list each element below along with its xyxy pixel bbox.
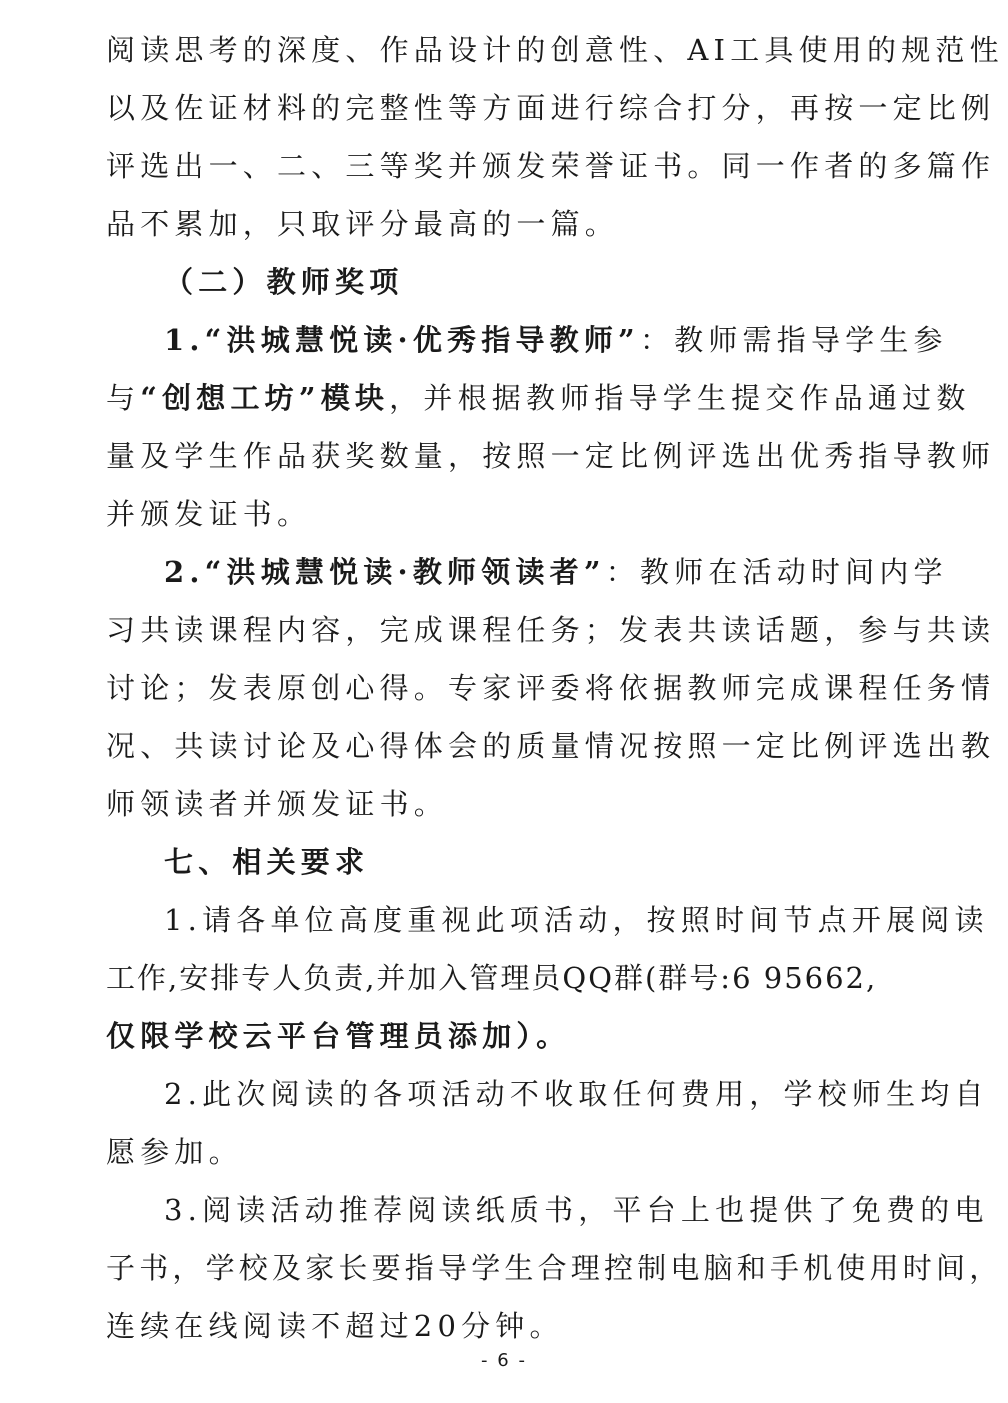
paragraph-line: 以及佐证材料的完整性等方面进行综合打分，再按一定比例	[106, 91, 996, 125]
item1-text: ，并根据教师指导学生提交作品通过数	[389, 381, 971, 415]
item2-text: ：教师在活动时间内学	[605, 555, 948, 589]
item1-text: ：教师需指导学生参	[639, 323, 948, 357]
item1-award-title: 1.“洪城慧悦读·优秀指导教师”	[164, 323, 640, 357]
item2-line: 习共读课程内容，完成课程任务；发表共读话题，参与共读	[106, 613, 996, 647]
item2-line: 讨论；发表原创心得。专家评委将依据教师完成课程任务情	[106, 671, 996, 705]
paragraph-line: 评选出一、二、三等奖并颁发荣誉证书。同一作者的多篇作	[106, 149, 996, 183]
item1-line: 并颁发证书。	[106, 497, 312, 531]
item1-line: 量及学生作品获奖数量，按照一定比例评选出优秀指导教师	[106, 439, 996, 473]
item2-line	[164, 552, 964, 592]
req1-line: 1.请各单位高度重视此项活动，按照时间节点开展阅读	[164, 903, 989, 937]
paragraph-line: 阅读思考的深度、作品设计的创意性、AI工具使用的规范性	[106, 33, 1004, 67]
item2-line: 况、共读讨论及心得体会的质量情况按照一定比例评选出教	[106, 729, 996, 763]
item1-module-name: “创想工坊”模块	[140, 381, 390, 415]
req1-line: 工作,安排专人负责,并加入管理员QQ群(群号:6 95662,	[106, 961, 878, 995]
req2-line: 愿参加。	[106, 1135, 243, 1169]
item1-text: 与	[106, 381, 141, 415]
item1-line	[164, 320, 964, 360]
item1-line	[106, 378, 971, 418]
req1-line: 仅限学校云平台管理员添加）。	[106, 1019, 571, 1053]
req3-line: 3.阅读活动推荐阅读纸质书，平台上也提供了免费的电	[164, 1193, 989, 1227]
req2-line: 2.此次阅读的各项活动不收取任何费用，学校师生均自	[164, 1077, 989, 1111]
section-heading-teacher-awards: （二）教师奖项	[164, 265, 404, 299]
req3-line: 连续在线阅读不超过20分钟。	[106, 1309, 564, 1343]
section-heading-requirements: 七、相关要求	[164, 845, 370, 879]
paragraph-line: 品不累加，只取评分最高的一篇。	[106, 207, 620, 241]
req3-line: 子书，学校及家长要指导学生合理控制电脑和手机使用时间，	[106, 1251, 1003, 1285]
item2-award-title: 2.“洪城慧悦读·教师领读者”	[164, 555, 606, 589]
page-number: - 6 -	[481, 1350, 527, 1371]
item2-line: 师领读者并颁发证书。	[106, 787, 449, 821]
